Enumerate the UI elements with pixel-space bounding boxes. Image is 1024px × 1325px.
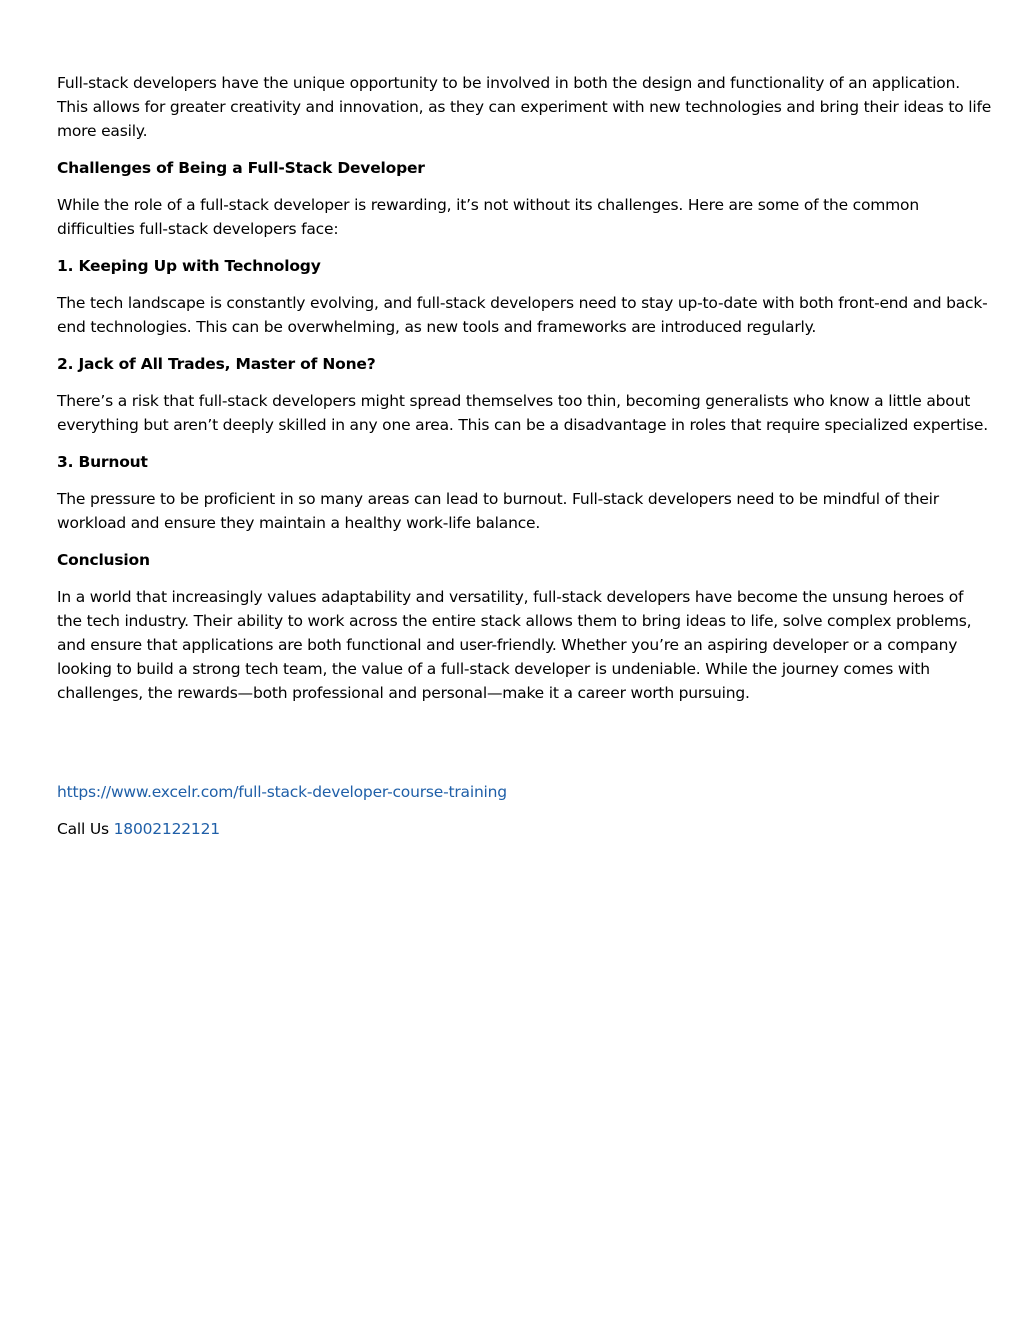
phone-number-link[interactable]: 18002122121	[113, 820, 220, 838]
call-us-label: Call Us	[57, 820, 109, 838]
course-link-line	[57, 780, 992, 804]
challenge-text-burnout: The pressure to be proficient in so many areas can lead to burnout. Full-stack developers need to be mindful of their workload and ensure they maintain a healthy work-life balance.	[57, 490, 939, 532]
conclusion-paragraph: In a world that increasingly values adaptability and versatility, full-stack developers have become the unsung heroes of the tech industry. Their ability to work across the entire stack allows them to bring ideas to life, solve complex problems, and ensure that applications are both functional and user-friendly. Whether you’re an aspiring developer or a company looking to build a strong tech team, the value of a full-stack developer is undeniable. While the journey comes with challenges, the rewards—both professional and personal—make it a career worth pursuing.	[57, 588, 972, 702]
document-page	[57, 71, 992, 841]
challenge-text-technology: The tech landscape is constantly evolving, and full-stack developers need to stay up-to-date with both front-end and back-end technologies. This can be overwhelming, as new tools and frameworks are introduced regularly.	[57, 294, 988, 336]
intro-paragraph: Full-stack developers have the unique opportunity to be involved in both the design and functionality of an application. This allows for greater creativity and innovation, as they can experiment with new technologies and bring their ideas to life more easily.	[57, 74, 992, 140]
course-link[interactable]: https://www.excelr.com/full-stack-developer-course-training	[57, 783, 507, 801]
challenge-heading-technology: 1. Keeping Up with Technology	[57, 257, 321, 275]
challenges-heading: Challenges of Being a Full-Stack Developer	[57, 159, 425, 177]
conclusion-heading: Conclusion	[57, 551, 150, 569]
challenges-intro-paragraph: While the role of a full-stack developer is rewarding, it’s not without its challenges. Here are some of the common difficulties full-stack developers face:	[57, 196, 919, 238]
call-us-line	[57, 817, 992, 841]
challenge-heading-jack-of-all-trades: 2. Jack of All Trades, Master of None?	[57, 355, 376, 373]
challenge-heading-burnout: 3. Burnout	[57, 453, 148, 471]
challenge-text-jack-of-all-trades: There’s a risk that full-stack developers might spread themselves too thin, becoming generalists who know a little about everything but aren’t deeply skilled in any one area. This can be a disadvantage in roles that require specialized expertise.	[57, 392, 988, 434]
